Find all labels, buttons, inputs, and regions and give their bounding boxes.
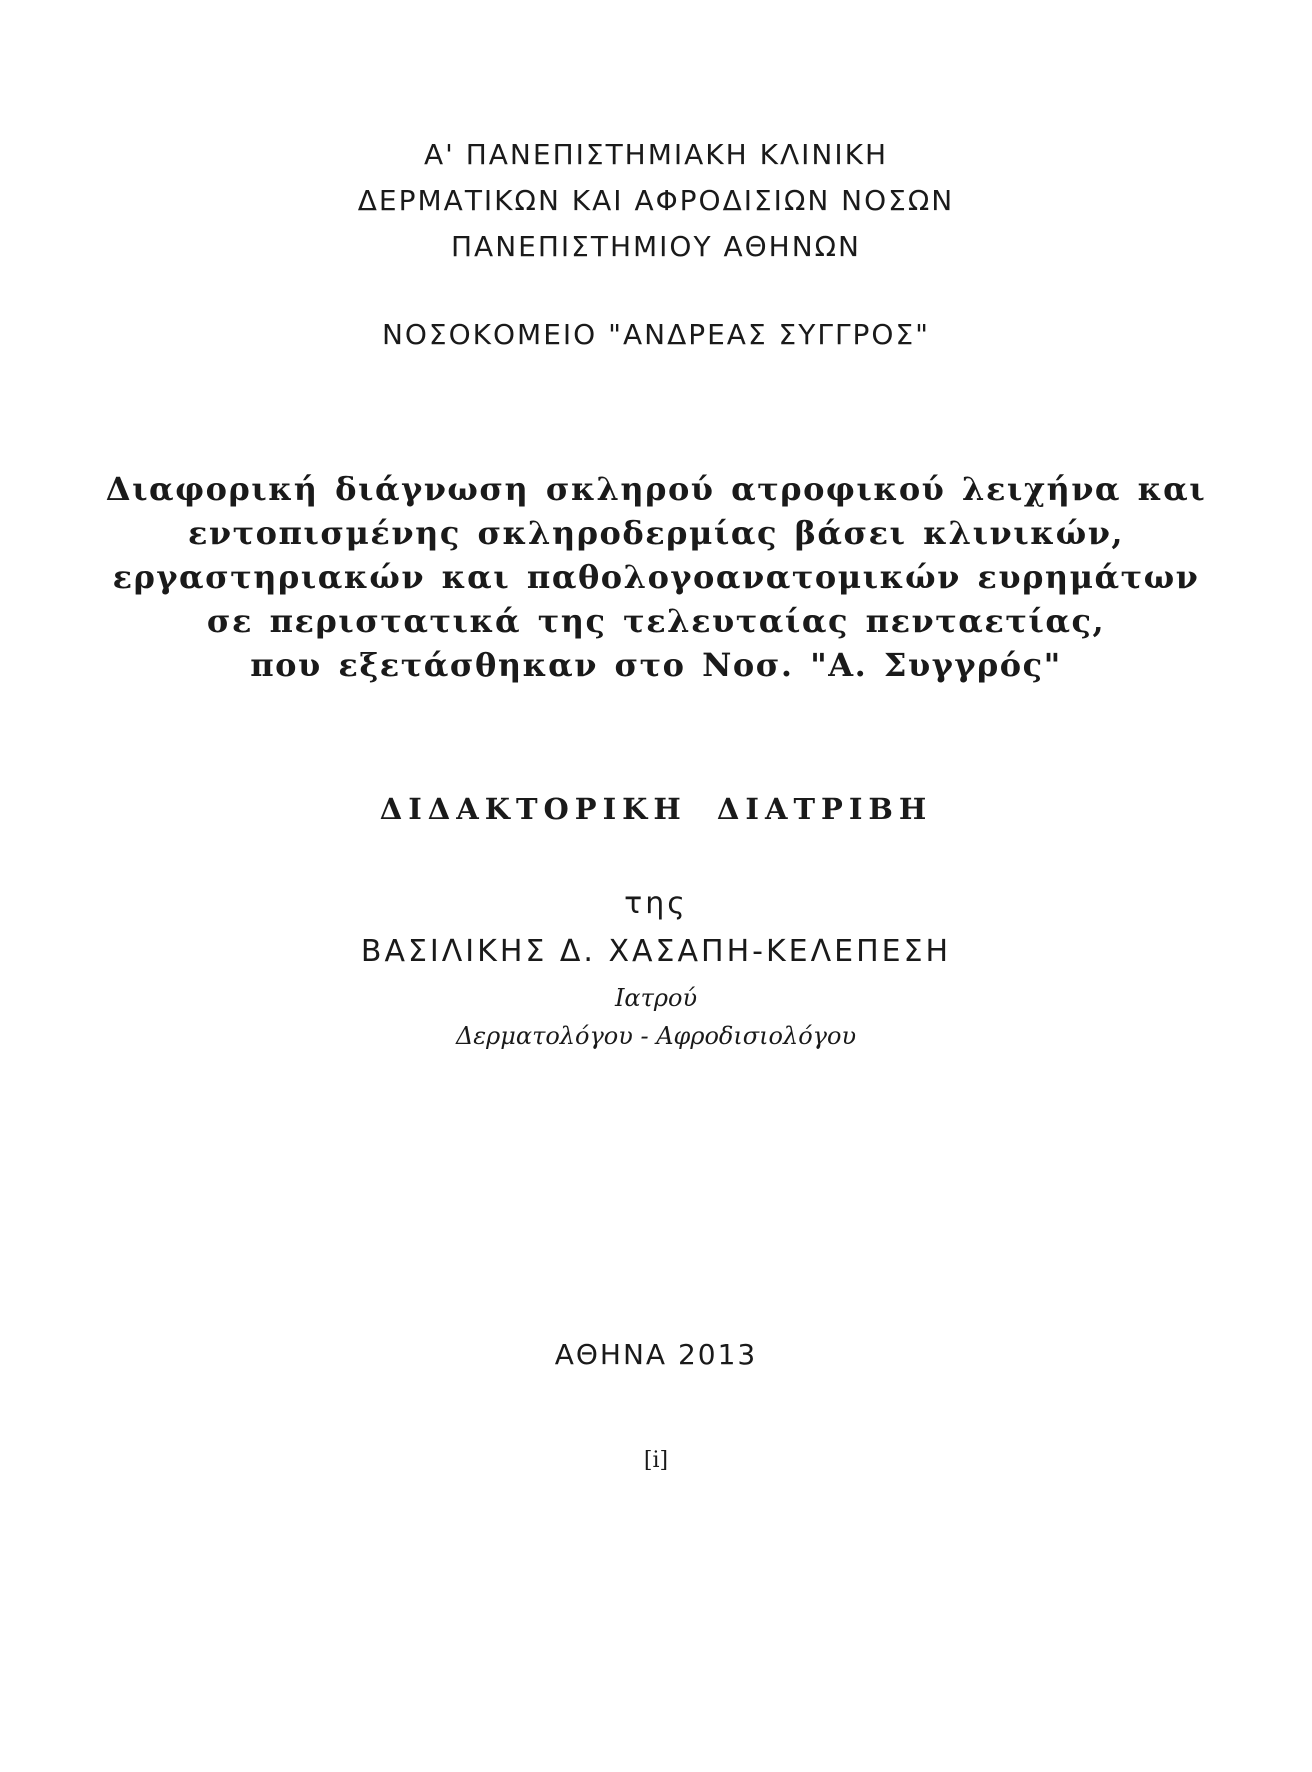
thesis-title-line-1: Διαφορική διάγνωση σκληρού ατροφικού λειχήνα και: [105, 470, 1207, 508]
thesis-type-label: ΔΙΔΑΚΤΟΡΙΚΗ ΔΙΑΤΡΙΒΗ: [379, 792, 933, 826]
place-and-year: ΑΘΗΝΑ 2013: [554, 1338, 758, 1371]
author-preposition: της: [624, 886, 688, 921]
institution-university: ΠΑΝΕΠΙΣΤΗΜΙΟΥ ΑΘΗΝΩΝ: [450, 230, 861, 263]
thesis-title-line-3: εργαστηριακών και παθολογοανατομικών ευρημάτων: [112, 558, 1200, 596]
thesis-title-line-5: που εξετάσθηκαν στο Νοσ. "Α. Συγγρός": [250, 646, 1062, 684]
institution-department: ΔΕΡΜΑΤΙΚΩΝ ΚΑΙ ΑΦΡΟΔΙΣΙΩΝ ΝΟΣΩΝ: [357, 184, 955, 217]
page-number: [i]: [643, 1448, 669, 1473]
author-role-specialty: Δερματολόγου - Αφροδισιολόγου: [455, 1022, 857, 1050]
author-name: ΒΑΣΙΛΙΚΗΣ Δ. ΧΑΣΑΠΗ-ΚΕΛΕΠΕΣΗ: [360, 934, 952, 969]
thesis-title-line-4: σε περιστατικά της τελευταίας πενταετίας,: [206, 602, 1106, 640]
thesis-title-line-2: εντοπισμένης σκληροδερμίας βάσει κλινικών,: [187, 514, 1125, 552]
hospital-name: ΝΟΣΟΚΟΜΕΙΟ "ΑΝΔΡΕΑΣ ΣΥΓΓΡΟΣ": [381, 318, 931, 351]
institution-clinic: Α' ΠΑΝΕΠΙΣΤΗΜΙΑΚΗ ΚΛΙΝΙΚΗ: [423, 138, 889, 171]
author-role-physician: Ιατρού: [614, 984, 698, 1012]
